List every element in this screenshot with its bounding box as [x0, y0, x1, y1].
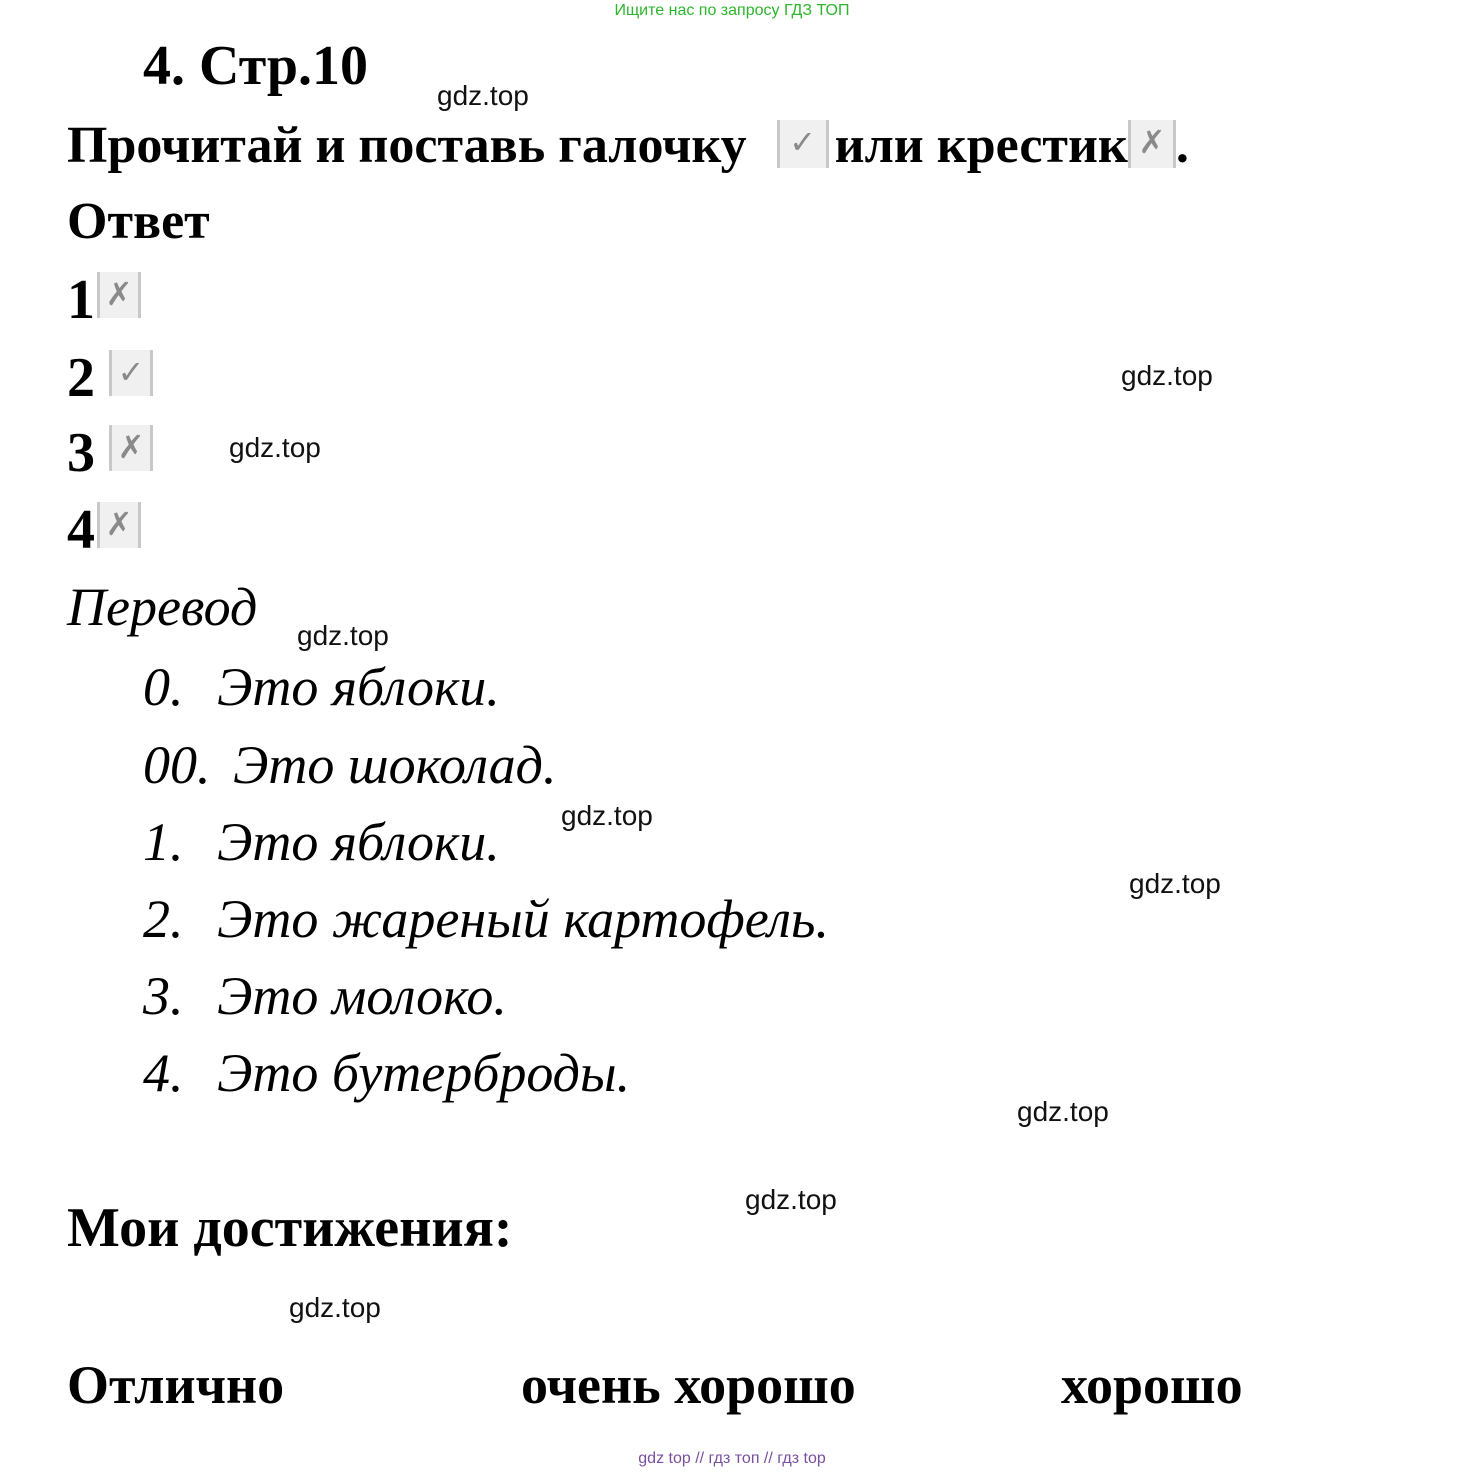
footer: gdz top // гдз топ // гдз top	[638, 1450, 826, 1467]
cross-mark-icon: ✗	[97, 272, 141, 318]
instruction-text-end: .	[1175, 117, 1189, 174]
translation-number: 00.	[143, 735, 211, 795]
translation-number: 4.	[143, 1043, 184, 1103]
task-title: 4. Стр.10	[143, 35, 369, 97]
translation-text: Это бутерброды.	[217, 1043, 631, 1103]
watermark: gdz.top	[561, 800, 653, 831]
top-banner: Ищите нас по запросу ГДЗ ТОП	[614, 2, 850, 19]
answer-heading: Ответ	[67, 193, 210, 250]
answer-number: 1	[67, 269, 95, 331]
translation-number: 1.	[143, 812, 184, 872]
watermark: gdz.top	[1017, 1096, 1109, 1127]
translation-text: Это жареный картофель.	[217, 889, 829, 949]
translation-line	[143, 1043, 631, 1103]
translation-heading: Перевод	[67, 577, 258, 637]
watermark: gdz.top	[745, 1184, 837, 1215]
answer-row	[67, 422, 153, 484]
translation-text: Это шоколад.	[233, 735, 557, 795]
translation-line	[143, 889, 829, 949]
watermark: gdz.top	[289, 1292, 381, 1323]
translation-text: Это яблоки.	[217, 812, 500, 872]
cross-mark-icon: ✗	[97, 502, 141, 548]
answer-number: 3	[67, 422, 95, 484]
answer-row	[67, 269, 141, 331]
cross-mark-icon: ✗	[1128, 120, 1176, 168]
watermark: gdz.top	[229, 432, 321, 463]
grade-very-good: очень хорошо	[521, 1355, 856, 1415]
instruction-text: Прочитай и поставь галочку	[67, 117, 747, 174]
grade-excellent: Отлично	[67, 1355, 285, 1415]
translation-line	[143, 966, 507, 1026]
answer-number: 2	[67, 347, 95, 409]
watermark: gdz.top	[297, 620, 389, 651]
achievements-heading: Мои достижения:	[67, 1197, 513, 1259]
translation-text: Это молоко.	[217, 966, 507, 1026]
check-mark-icon: ✓	[109, 350, 153, 396]
translation-number: 0.	[143, 657, 184, 717]
answer-row	[67, 499, 141, 561]
watermark: gdz.top	[1129, 868, 1221, 899]
instruction-text-middle: или крестик	[834, 117, 1128, 174]
translation-number: 2.	[143, 889, 184, 949]
translation-line	[143, 812, 500, 872]
cross-mark-icon: ✗	[109, 425, 153, 471]
translation-text: Это яблоки.	[217, 657, 500, 717]
answer-row	[67, 347, 153, 409]
answer-number: 4	[67, 499, 95, 561]
translation-line	[143, 657, 500, 717]
grade-good: хорошо	[1061, 1355, 1243, 1415]
translation-line	[143, 735, 557, 795]
check-mark-icon: ✓	[777, 120, 829, 168]
translation-number: 3.	[143, 966, 184, 1026]
watermark: gdz.top	[1121, 360, 1213, 391]
watermark: gdz.top	[437, 80, 529, 111]
instruction	[67, 117, 1189, 174]
